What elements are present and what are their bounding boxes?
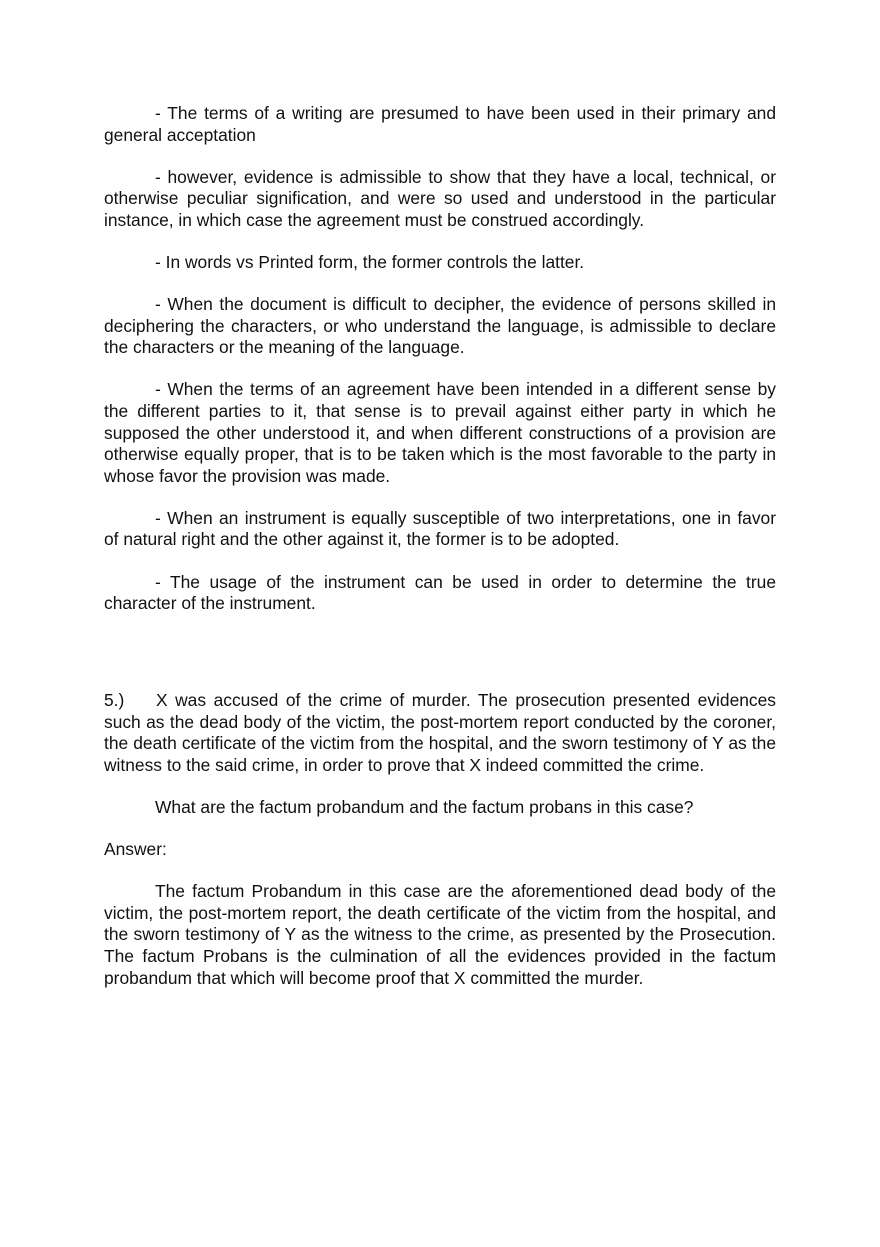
bullet-paragraph: - The usage of the instrument can be used in order to determine the true character of the instrument. xyxy=(104,571,776,614)
document-page xyxy=(104,103,776,1010)
bullet-paragraph: - When an instrument is equally susceptible of two interpretations, one in favor of natural right and the other against it, the former is to be adopted. xyxy=(104,507,776,550)
question-paragraph xyxy=(104,690,776,776)
question-text: X was accused of the crime of murder. The prosecution presented evidences such as the dead body of the victim, the post-mortem report conducted by the coroner, the death certificate of the victim from the hospital, and the sworn testimony of Y as the witness to the said crime, in order to prove that X indeed committed the crime. xyxy=(104,690,776,775)
bullet-paragraph: - The terms of a writing are presumed to have been used in their primary and general acceptation xyxy=(104,103,776,145)
answer-text: The factum Probandum in this case are the aforementioned dead body of the victim, the post-mortem report, the death certificate of the victim from the hospital, and the sworn testimony of Y as the witness to the crime, as presented by the Prosecution. The factum Probans is the culmination of all the evidences provided in the factum probandum that which will become proof that X committed the murder. xyxy=(104,881,776,988)
bullet-paragraph: - When the document is difficult to decipher, the evidence of persons skilled in deciphering the characters, or who understand the language, is admissible to declare the characters or the meaning of the language. xyxy=(104,294,776,358)
bullet-paragraph: - however, evidence is admissible to show that they have a local, technical, or otherwise peculiar signification, and were so used and understood in the particular instance, in which case the agreement must be construed accordingly. xyxy=(104,166,776,230)
question-number: 5.) xyxy=(104,690,125,711)
question-prompt: What are the factum probandum and the factum probans in this case? xyxy=(155,797,694,818)
bullet-paragraph: - When the terms of an agreement have been intended in a different sense by the different parties to it, that sense is to prevail against either party in which he supposed the other understood it, and when different constructions of a provision are otherwise equally proper, that is to be taken which is the most favorable to the party in whose favor the provision was made. xyxy=(104,379,776,486)
section-spacer xyxy=(104,635,776,690)
answer-label: Answer: xyxy=(104,839,167,860)
bullet-paragraph: - In words vs Printed form, the former controls the latter. xyxy=(155,251,585,272)
